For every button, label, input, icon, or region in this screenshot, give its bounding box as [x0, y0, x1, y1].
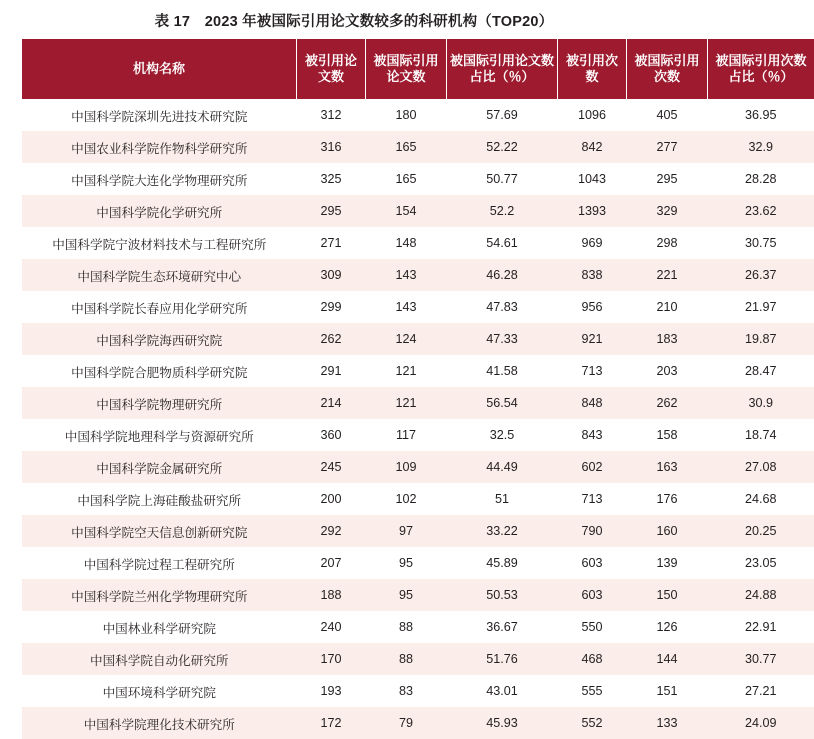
- cell-citations: 790: [558, 515, 627, 547]
- cell-cited-papers: 316: [297, 131, 366, 163]
- cell-intl-cited-papers: 121: [366, 387, 447, 419]
- cell-intl-citations-ratio: 21.97: [708, 291, 814, 323]
- cell-intl-citations-ratio: 23.62: [708, 195, 814, 227]
- cell-intl-cited-papers-ratio: 41.58: [447, 355, 558, 387]
- cell-intl-cited-papers: 165: [366, 163, 447, 195]
- cell-intl-citations: 203: [627, 355, 708, 387]
- cell-intl-cited-papers: 121: [366, 355, 447, 387]
- cell-institution: 中国科学院宁波材料技术与工程研究所: [22, 227, 297, 259]
- cell-cited-papers: 207: [297, 547, 366, 579]
- cell-institution: 中国科学院物理研究所: [22, 387, 297, 419]
- column-header-intl-cited-papers: 被国际引用论文数: [366, 39, 447, 99]
- cell-intl-cited-papers-ratio: 52.22: [447, 131, 558, 163]
- cell-intl-cited-papers-ratio: 51.76: [447, 643, 558, 675]
- cell-intl-citations-ratio: 19.87: [708, 323, 814, 355]
- cell-intl-citations-ratio: 26.37: [708, 259, 814, 291]
- cell-citations: 843: [558, 419, 627, 451]
- cell-institution: 中国科学院自动化研究所: [22, 643, 297, 675]
- table-row: [22, 291, 814, 323]
- cell-intl-cited-papers: 124: [366, 323, 447, 355]
- cell-intl-cited-papers: 117: [366, 419, 447, 451]
- table-caption: 表 17 2023 年被国际引用论文数较多的科研机构（TOP20）: [0, 0, 708, 39]
- cell-institution: 中国环境科学研究院: [22, 675, 297, 707]
- table-row: [22, 195, 814, 227]
- cell-citations: 838: [558, 259, 627, 291]
- cell-cited-papers: 325: [297, 163, 366, 195]
- cell-intl-cited-papers-ratio: 52.2: [447, 195, 558, 227]
- cell-intl-cited-papers: 143: [366, 291, 447, 323]
- cell-citations: 602: [558, 451, 627, 483]
- table-row: [22, 451, 814, 483]
- cell-intl-citations: 295: [627, 163, 708, 195]
- cell-cited-papers: 292: [297, 515, 366, 547]
- cell-institution: 中国科学院合肥物质科学研究院: [22, 355, 297, 387]
- cell-intl-citations: 150: [627, 579, 708, 611]
- cell-intl-cited-papers-ratio: 47.33: [447, 323, 558, 355]
- cell-intl-cited-papers-ratio: 50.53: [447, 579, 558, 611]
- table-row: [22, 515, 814, 547]
- cell-intl-cited-papers: 95: [366, 547, 447, 579]
- cell-intl-cited-papers: 79: [366, 707, 447, 739]
- cell-intl-citations: 163: [627, 451, 708, 483]
- cell-cited-papers: 188: [297, 579, 366, 611]
- cell-cited-papers: 262: [297, 323, 366, 355]
- cell-intl-citations: 262: [627, 387, 708, 419]
- cell-intl-citations: 298: [627, 227, 708, 259]
- cell-cited-papers: 291: [297, 355, 366, 387]
- cell-citations: 848: [558, 387, 627, 419]
- cell-citations: 1096: [558, 99, 627, 131]
- cell-intl-citations: 221: [627, 259, 708, 291]
- table-row: [22, 323, 814, 355]
- cell-institution: 中国科学院兰州化学物理研究所: [22, 579, 297, 611]
- cell-intl-citations: 405: [627, 99, 708, 131]
- cell-intl-citations-ratio: 28.28: [708, 163, 814, 195]
- cell-citations: 603: [558, 547, 627, 579]
- cell-intl-cited-papers-ratio: 47.83: [447, 291, 558, 323]
- cell-intl-cited-papers: 143: [366, 259, 447, 291]
- cell-institution: 中国科学院地理科学与资源研究所: [22, 419, 297, 451]
- cell-institution: 中国科学院上海硅酸盐研究所: [22, 483, 297, 515]
- cell-intl-cited-papers-ratio: 32.5: [447, 419, 558, 451]
- cell-citations: 956: [558, 291, 627, 323]
- table-row: [22, 643, 814, 675]
- cell-intl-citations-ratio: 24.09: [708, 707, 814, 739]
- cell-cited-papers: 200: [297, 483, 366, 515]
- cell-intl-cited-papers: 83: [366, 675, 447, 707]
- table-body: [22, 99, 814, 739]
- cell-intl-cited-papers: 102: [366, 483, 447, 515]
- cell-citations: 921: [558, 323, 627, 355]
- cell-institution: 中国科学院空天信息创新研究院: [22, 515, 297, 547]
- cell-intl-citations-ratio: 27.21: [708, 675, 814, 707]
- table-header-row: [22, 39, 814, 99]
- cell-institution: 中国科学院生态环境研究中心: [22, 259, 297, 291]
- table-row: [22, 675, 814, 707]
- column-header-institution: 机构名称: [22, 39, 297, 99]
- table-row: [22, 131, 814, 163]
- cell-intl-cited-papers-ratio: 44.49: [447, 451, 558, 483]
- cell-cited-papers: 299: [297, 291, 366, 323]
- table-row: [22, 99, 814, 131]
- cell-intl-cited-papers: 165: [366, 131, 447, 163]
- cell-cited-papers: 309: [297, 259, 366, 291]
- table-row: [22, 227, 814, 259]
- column-header-citations: 被引用次数: [558, 39, 627, 99]
- cell-institution: 中国农业科学院作物科学研究所: [22, 131, 297, 163]
- cell-intl-citations-ratio: 28.47: [708, 355, 814, 387]
- cell-institution: 中国科学院过程工程研究所: [22, 547, 297, 579]
- cell-institution: 中国科学院大连化学物理研究所: [22, 163, 297, 195]
- cell-intl-citations-ratio: 27.08: [708, 451, 814, 483]
- cell-cited-papers: 295: [297, 195, 366, 227]
- table-row: [22, 579, 814, 611]
- table-row: [22, 355, 814, 387]
- cell-intl-citations-ratio: 22.91: [708, 611, 814, 643]
- cell-intl-cited-papers-ratio: 36.67: [447, 611, 558, 643]
- cell-cited-papers: 271: [297, 227, 366, 259]
- cell-intl-cited-papers: 148: [366, 227, 447, 259]
- table-row: [22, 547, 814, 579]
- column-header-intl-cited-papers-ratio: 被国际引用论文数占比（％）: [447, 39, 558, 99]
- cell-intl-cited-papers: 180: [366, 99, 447, 131]
- cell-cited-papers: 214: [297, 387, 366, 419]
- table-container: [0, 39, 708, 739]
- cell-intl-citations-ratio: 30.9: [708, 387, 814, 419]
- cell-intl-citations: 158: [627, 419, 708, 451]
- cell-institution: 中国科学院海西研究院: [22, 323, 297, 355]
- cell-cited-papers: 245: [297, 451, 366, 483]
- table-row: [22, 611, 814, 643]
- cell-citations: 713: [558, 355, 627, 387]
- cell-cited-papers: 193: [297, 675, 366, 707]
- cell-cited-papers: 312: [297, 99, 366, 131]
- cell-intl-cited-papers-ratio: 43.01: [447, 675, 558, 707]
- cell-intl-cited-papers-ratio: 46.28: [447, 259, 558, 291]
- cell-citations: 552: [558, 707, 627, 739]
- cell-intl-cited-papers: 154: [366, 195, 447, 227]
- column-header-intl-citations-ratio: 被国际引用次数占比（％）: [708, 39, 814, 99]
- cell-intl-cited-papers: 95: [366, 579, 447, 611]
- cell-intl-citations-ratio: 18.74: [708, 419, 814, 451]
- table-row: [22, 419, 814, 451]
- column-header-cited-papers: 被引用论文数: [297, 39, 366, 99]
- cell-intl-cited-papers: 97: [366, 515, 447, 547]
- cell-intl-citations-ratio: 30.77: [708, 643, 814, 675]
- cell-citations: 713: [558, 483, 627, 515]
- column-header-intl-citations: 被国际引用次数: [627, 39, 708, 99]
- cell-institution: 中国科学院金属研究所: [22, 451, 297, 483]
- cell-intl-citations: 183: [627, 323, 708, 355]
- cell-citations: 1393: [558, 195, 627, 227]
- cell-cited-papers: 170: [297, 643, 366, 675]
- cell-citations: 550: [558, 611, 627, 643]
- cell-intl-citations: 144: [627, 643, 708, 675]
- table-row: [22, 707, 814, 739]
- cell-cited-papers: 172: [297, 707, 366, 739]
- cell-citations: 969: [558, 227, 627, 259]
- cell-intl-citations: 151: [627, 675, 708, 707]
- cell-intl-citations: 277: [627, 131, 708, 163]
- cell-intl-cited-papers-ratio: 57.69: [447, 99, 558, 131]
- table-row: [22, 259, 814, 291]
- cell-intl-citations: 176: [627, 483, 708, 515]
- cell-intl-citations: 210: [627, 291, 708, 323]
- cell-institution: 中国科学院理化技术研究所: [22, 707, 297, 739]
- cell-institution: 中国科学院化学研究所: [22, 195, 297, 227]
- cell-cited-papers: 240: [297, 611, 366, 643]
- cell-intl-citations-ratio: 32.9: [708, 131, 814, 163]
- cell-intl-cited-papers-ratio: 45.93: [447, 707, 558, 739]
- cell-intl-cited-papers: 109: [366, 451, 447, 483]
- cell-citations: 603: [558, 579, 627, 611]
- cell-intl-citations: 160: [627, 515, 708, 547]
- cell-intl-cited-papers-ratio: 33.22: [447, 515, 558, 547]
- cell-intl-citations-ratio: 20.25: [708, 515, 814, 547]
- cell-cited-papers: 360: [297, 419, 366, 451]
- cell-institution: 中国科学院深圳先进技术研究院: [22, 99, 297, 131]
- table-row: [22, 387, 814, 419]
- table-row: [22, 483, 814, 515]
- cell-intl-cited-papers: 88: [366, 611, 447, 643]
- table-header: [22, 39, 814, 99]
- cell-citations: 1043: [558, 163, 627, 195]
- cell-intl-citations: 133: [627, 707, 708, 739]
- cell-citations: 842: [558, 131, 627, 163]
- cell-intl-citations: 329: [627, 195, 708, 227]
- table-row: [22, 163, 814, 195]
- cell-institution: 中国科学院长春应用化学研究所: [22, 291, 297, 323]
- cell-intl-citations-ratio: 30.75: [708, 227, 814, 259]
- cell-intl-citations: 126: [627, 611, 708, 643]
- cell-intl-cited-papers-ratio: 45.89: [447, 547, 558, 579]
- cell-intl-citations-ratio: 23.05: [708, 547, 814, 579]
- cell-intl-cited-papers: 88: [366, 643, 447, 675]
- cell-intl-citations-ratio: 24.88: [708, 579, 814, 611]
- cell-intl-cited-papers-ratio: 50.77: [447, 163, 558, 195]
- cell-intl-cited-papers-ratio: 54.61: [447, 227, 558, 259]
- cell-citations: 555: [558, 675, 627, 707]
- cell-intl-citations-ratio: 36.95: [708, 99, 814, 131]
- cell-intl-citations-ratio: 24.68: [708, 483, 814, 515]
- statistics-table: [22, 39, 814, 739]
- cell-intl-cited-papers-ratio: 56.54: [447, 387, 558, 419]
- cell-intl-cited-papers-ratio: 51: [447, 483, 558, 515]
- cell-institution: 中国林业科学研究院: [22, 611, 297, 643]
- cell-citations: 468: [558, 643, 627, 675]
- cell-intl-citations: 139: [627, 547, 708, 579]
